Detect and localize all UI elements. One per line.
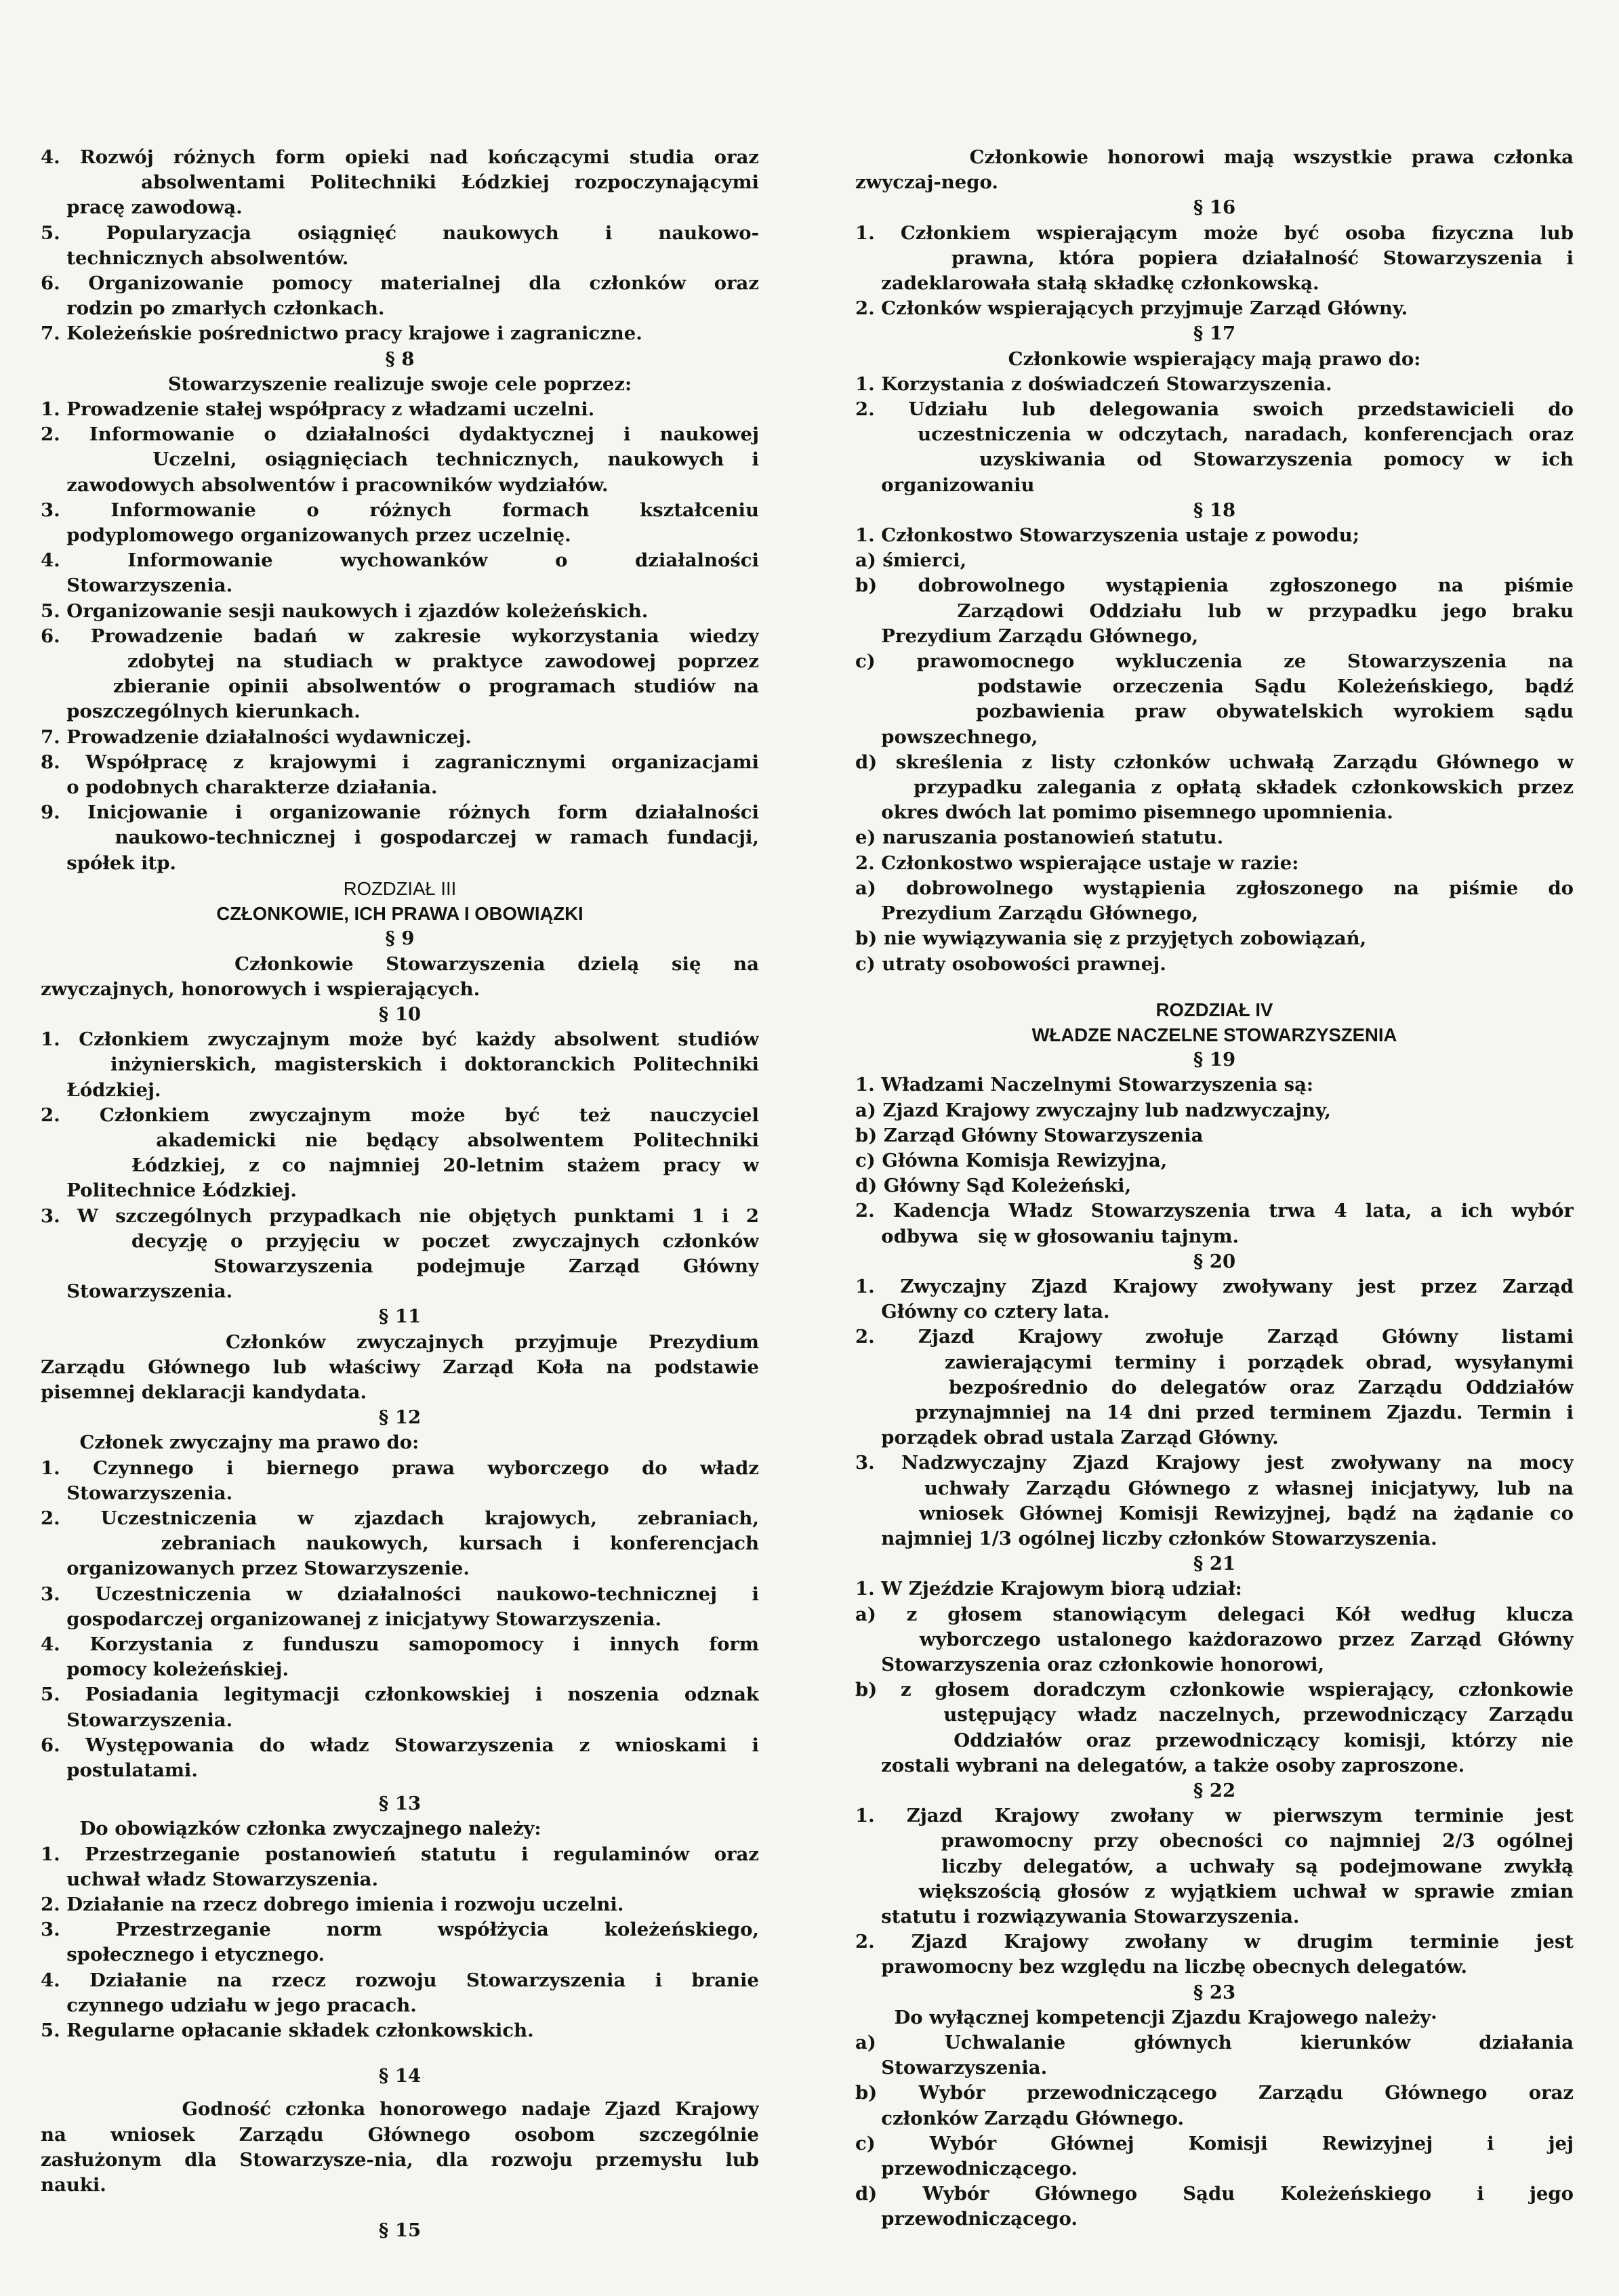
text-line: c) prawomocnego wykluczenia ze Stowarzyszenia na xyxy=(855,650,1574,673)
text-line: 5. Popularyzacja osiągnięć naukowych i naukowo- xyxy=(41,222,759,244)
right-column xyxy=(855,145,1574,2232)
text-line: poszczególnych kierunkach. xyxy=(41,701,361,723)
text-line: Członków zwyczajnych przyjmuje Prezydium xyxy=(41,1331,759,1353)
text-line: 7. Prowadzenie działalności wydawniczej. xyxy=(41,726,472,748)
text-line: Stowarzyszenia podejmuje Zarząd Główny xyxy=(41,1255,759,1277)
text-line: 8. Współpracę z krajowymi i zagranicznymi organizacjami xyxy=(41,751,759,773)
text-line: zwyczajnych, honorowych i wspierających. xyxy=(41,978,480,1000)
text-line: 2. Udziału lub delegowania swoich przedstawicieli do xyxy=(855,398,1574,421)
text-line: a) Zjazd Krajowy zwyczajny lub nadzwyczajny, xyxy=(855,1099,1331,1121)
text-line: 5. Regularne opłacanie składek członkowskich. xyxy=(41,2020,534,2042)
section-heading: § 14 xyxy=(378,2065,422,2087)
text-line: najmniej 1/3 ogólnej liczby członków Stowarzyszenia. xyxy=(855,1527,1437,1549)
section-heading: § 17 xyxy=(1193,322,1236,345)
text-line: przewodniczącego. xyxy=(855,2208,1078,2230)
text-line: zdobytej na studiach w praktyce zawodowej poprzez xyxy=(41,650,759,673)
text-line: liczby delegatów, a uchwały są podejmowane zwykłą xyxy=(855,1855,1574,1877)
text-line: Prezydium Zarządu Głównego, xyxy=(855,625,1199,647)
section-heading: § 20 xyxy=(1193,1250,1236,1272)
text-line: Łódzkiej, z co najmniej 20-letnim stażem pracy w xyxy=(41,1154,759,1177)
section-heading: § 16 xyxy=(1193,196,1236,219)
text-line: a) śmierci, xyxy=(855,549,967,572)
text-line: d) Główny Sąd Koleżeński, xyxy=(855,1175,1132,1197)
text-line: 5. Posiadania legitymacji członkowskiej i noszenia odznak xyxy=(41,1684,759,1706)
text-line: b) nie wywiązywania się z przyjętych zobowiązań, xyxy=(855,927,1367,950)
text-line: b) dobrowolnego wystąpienia zgłoszonego na piśmie xyxy=(855,575,1574,597)
text-line: c) Główna Komisja Rewizyjna, xyxy=(855,1149,1168,1171)
text-line: Prezydium Zarządu Głównego, xyxy=(855,902,1199,925)
section-heading: § 9 xyxy=(385,927,415,950)
text-line: Oddziałów oraz przewodniczący komisji, którzy nie xyxy=(855,1729,1574,1751)
text-line: Godność członka honorowego nadaje Zjazd Krajowy xyxy=(41,2098,759,2121)
text-line: Politechnice Łódzkiej. xyxy=(41,1180,297,1202)
text-line: 2. Informowanie o działalności dydaktycznej i naukowej xyxy=(41,423,759,446)
text-line: gospodarczej organizowanej z inicjatywy Stowarzyszenia. xyxy=(41,1608,662,1630)
text-line: 9. Inicjowanie i organizowanie różnych form działalności xyxy=(41,801,759,824)
text-line: pomocy koleżeńskiej. xyxy=(41,1658,289,1681)
text-line: a) z głosem stanowiącym delegaci Kół według klucza xyxy=(855,1603,1574,1625)
section-heading: § 15 xyxy=(378,2219,422,2242)
text-line: Stowarzyszenia. xyxy=(41,575,233,597)
text-line: 6. Prowadzenie badań w zakresie wykorzystania wiedzy xyxy=(41,625,759,647)
text-line: 4. Działanie na rzecz rozwoju Stowarzyszenia i branie xyxy=(41,1969,759,1991)
text-line: c) utraty osobowości prawnej. xyxy=(855,953,1166,975)
text-line: Stowarzyszenia. xyxy=(41,1709,233,1731)
text-line: Stowarzyszenia. xyxy=(41,1280,233,1303)
text-line: Zarządu Głównego lub właściwy Zarząd Koła na podstawie xyxy=(41,1356,759,1378)
text-line: Stowarzyszenia oraz członkowie honorowi, xyxy=(855,1653,1325,1675)
text-line: 1. Członkostwo Stowarzyszenia ustaje z powodu; xyxy=(855,524,1359,547)
text-line: uchwały Zarządu Głównego z własnej inicjatywy, lub na xyxy=(855,1477,1574,1499)
text-line: przewodniczącego. xyxy=(855,2158,1078,2180)
text-line: Członek zwyczajny ma prawo do: xyxy=(41,1432,419,1454)
text-line: prawomocny bez względu na liczbę obecnych delegatów. xyxy=(855,1956,1468,1978)
text-line: zwyczaj-nego. xyxy=(855,171,998,194)
text-line: organizowanych przez Stowarzyszenie. xyxy=(41,1558,470,1580)
text-line: 6. Organizowanie pomocy materialnej dla członków oraz xyxy=(41,272,759,295)
text-line: 1. Członkiem zwyczajnym może być każdy absolwent studiów xyxy=(41,1028,759,1051)
text-line: 4. Korzystania z funduszu samopomocy i innych form xyxy=(41,1633,759,1655)
text-line: pozbawienia praw obywatelskich wyrokiem sądu xyxy=(855,701,1574,723)
text-line: technicznych absolwentów. xyxy=(41,247,349,269)
text-line: przynajmniej na 14 dni przed terminem Zjazdu. Termin i xyxy=(855,1401,1574,1423)
text-line: spółek itp. xyxy=(41,852,177,874)
text-line: pracę zawodową. xyxy=(41,196,243,219)
text-line: Główny co cztery lata. xyxy=(855,1301,1110,1323)
text-line: zadeklarowała stałą składkę członkowską. xyxy=(855,272,1319,295)
text-line: a) Uchwalanie głównych kierunków działania xyxy=(855,2032,1574,2054)
text-line: 2. Kadencja Władz Stowarzyszenia trwa 4 lata, a ich wybór xyxy=(855,1200,1574,1222)
text-line: absolwentami Politechniki Łódzkiej rozpoczynającymi xyxy=(41,171,759,194)
text-line: 2. Zjazd Krajowy zwołuje Zarząd Główny listami xyxy=(855,1326,1574,1348)
chapter-heading: CZŁONKOWIE, ICH PRAWA I OBOWIĄZKI xyxy=(216,903,583,925)
section-heading: § 21 xyxy=(1193,1553,1236,1575)
text-line: podstawie orzeczenia Sądu Koleżeńskiego, bądź xyxy=(855,675,1574,698)
section-heading: § 18 xyxy=(1193,499,1236,521)
text-line: naukowo-technicznej i gospodarczej w ramach fundacji, xyxy=(41,827,759,849)
section-heading: § 12 xyxy=(378,1406,422,1429)
text-line: 1. Przestrzeganie postanowień statutu i regulaminów oraz xyxy=(41,1843,759,1865)
text-line: 5. Organizowanie sesji naukowych i zjazdów koleżeńskich. xyxy=(41,600,649,622)
text-line: 7. Koleżeńskie pośrednictwo pracy krajowe i zagraniczne. xyxy=(41,322,642,345)
section-heading: § 19 xyxy=(1193,1049,1236,1071)
text-line: Członkowie honorowi mają wszystkie prawa członka xyxy=(855,146,1574,168)
text-line: ustępujący władz naczelnych, przewodniczący Zarządu xyxy=(855,1704,1574,1726)
text-line: 2. Uczestniczenia w zjazdach krajowych, zebraniach, xyxy=(41,1507,759,1529)
text-line: 3. W szczególnych przypadkach nie objętych punktami 1 i 2 xyxy=(41,1205,759,1227)
text-line: 1. Zwyczajny Zjazd Krajowy zwoływany jest przez Zarząd xyxy=(855,1275,1574,1297)
text-line: Stowarzyszenie realizuje swoje cele poprzez: xyxy=(167,373,632,395)
text-line: prawna, która popiera działalność Stowarzyszenia i xyxy=(855,247,1574,269)
text-line: społecznego i etycznego. xyxy=(41,1944,325,1966)
text-line: na wniosek Zarządu Głównego osobom szczególnie xyxy=(41,2123,759,2146)
text-line: 1. Członkiem wspierającym może być osoba fizyczna lub xyxy=(855,222,1574,244)
text-line: postulatami. xyxy=(41,1759,198,1781)
text-line: członków Zarządu Głównego. xyxy=(855,2107,1185,2129)
text-line: d) Wybór Głównego Sądu Koleżeńskiego i jego xyxy=(855,2183,1574,2205)
text-line: podyplomowego organizowanych przez uczelnię. xyxy=(41,524,571,547)
text-line: zostali wybrani na delegatów, a także osoby zaproszone. xyxy=(855,1754,1465,1776)
text-line: e) naruszania postanowień statutu. xyxy=(855,827,1224,849)
text-line: o podobnych charakterze działania. xyxy=(41,776,438,799)
text-line: organizowaniu xyxy=(855,474,1035,496)
text-line: zebraniach naukowych, kursach i konferencjach xyxy=(41,1532,759,1555)
section-heading: § 10 xyxy=(378,1003,422,1025)
text-line: zbieranie opinii absolwentów o programach studiów na xyxy=(41,675,759,698)
text-line: 3. Przestrzeganie norm współżycia koleżeńskiego, xyxy=(41,1919,759,1941)
text-line: 1. W Zjeździe Krajowym biorą udział: xyxy=(855,1578,1242,1600)
text-line: decyzję o przyjęciu w poczet zwyczajnych członków xyxy=(41,1230,759,1252)
text-line: b) Zarząd Główny Stowarzyszenia xyxy=(855,1124,1204,1146)
section-heading: § 22 xyxy=(1193,1780,1236,1801)
text-line: 2. Działanie na rzecz dobrego imienia i rozwoju uczelni. xyxy=(41,1894,624,1916)
text-line: rodzin po zmarłych członkach. xyxy=(41,297,385,320)
text-line: 4. Rozwój różnych form opieki nad kończącymi studia oraz xyxy=(41,146,759,168)
text-line: Uczelni, osiągnięciach technicznych, naukowych i xyxy=(41,448,759,471)
text-line: zasłużonym dla Stowarzysze-nia, dla rozwoju przemysłu lub xyxy=(41,2148,759,2171)
text-line: 1. Prowadzenie stałej współpracy z władzami uczelni. xyxy=(41,398,595,421)
text-line: Do obowiązków członka zwyczajnego należy: xyxy=(41,1818,541,1840)
text-line: 2. Członkostwo wspierające ustaje w razie: xyxy=(855,852,1299,874)
chapter-heading: WŁADZE NACZELNE STOWARZYSZENIA xyxy=(1031,1024,1397,1045)
text-line: inżynierskich, magisterskich i doktoranckich Politechniki xyxy=(41,1053,759,1076)
text-line: 1. Korzystania z doświadczeń Stowarzyszenia. xyxy=(855,373,1332,395)
text-line: bezpośrednio do delegatów oraz Zarządu Oddziałów xyxy=(855,1376,1574,1398)
text-line: b) Wybór przewodniczącego Zarządu Głównego oraz xyxy=(855,2082,1574,2104)
text-line: wniosek Głównej Komisji Rewizyjnej, bądź na żądanie co xyxy=(855,1502,1574,1524)
text-line: 2. Zjazd Krajowy zwołany w drugim terminie jest xyxy=(855,1931,1574,1953)
text-line: Łódzkiej. xyxy=(41,1079,161,1101)
text-line: a) dobrowolnego wystąpienia zgłoszonego na piśmie do xyxy=(855,877,1574,899)
text-line: Członkowie wspierający mają prawo do: xyxy=(1008,348,1421,370)
text-line: akademicki nie będący absolwentem Politechniki xyxy=(41,1129,759,1151)
text-line: 3. Nadzwyczajny Zjazd Krajowy jest zwoływany na mocy xyxy=(855,1452,1574,1474)
text-line: większością głosów z wyjątkiem uchwał w sprawie zmian xyxy=(855,1880,1574,1902)
text-line: Stowarzyszenia. xyxy=(855,2057,1048,2079)
text-line: okres dwóch lat pomimo pisemnego upomnienia. xyxy=(855,801,1393,824)
text-line: b) z głosem doradczym członkowie wspierający, członkowie xyxy=(855,1679,1574,1701)
text-line: powszechnego, xyxy=(855,726,1038,748)
section-heading: § 23 xyxy=(1193,1981,1236,2003)
text-line: 1. Zjazd Krajowy zwołany w pierwszym terminie jest xyxy=(855,1805,1574,1827)
text-line: Członkowie Stowarzyszenia dzielą się na xyxy=(41,953,759,975)
text-line: wyborczego ustalonego każdorazowo przez Zarząd Główny xyxy=(855,1628,1574,1650)
text-line: uczestniczenia w odczytach, naradach, konferencjach oraz xyxy=(855,423,1574,446)
text-line: zawierającymi terminy i porządek obrad, wysyłanymi xyxy=(855,1351,1574,1373)
text-line: Zarządowi Oddziału lub w przypadku jego braku xyxy=(855,600,1574,622)
text-line: Do wyłącznej kompetencji Zjazdu Krajowego należy· xyxy=(855,2006,1437,2028)
text-line: 1. Władzami Naczelnymi Stowarzyszenia są: xyxy=(855,1074,1314,1096)
text-line: 2. Członkiem zwyczajnym może być też nauczyciel xyxy=(41,1104,759,1126)
text-line: 2. Członków wspierających przyjmuje Zarząd Główny. xyxy=(855,297,1408,320)
text-line: odbywa się w głosowaniu tajnym. xyxy=(855,1225,1239,1247)
text-line: c) Wybór Głównej Komisji Rewizyjnej i jej xyxy=(855,2132,1574,2154)
text-line: Stowarzyszenia. xyxy=(41,1482,233,1504)
text-line: uzyskiwania od Stowarzyszenia pomocy w ich xyxy=(855,448,1574,471)
text-line: przypadku zalegania z opłatą składek członkowskich przez xyxy=(855,776,1574,799)
text-line: 3. Informowanie o różnych formach kształceniu xyxy=(41,499,759,521)
text-line: 4. Informowanie wychowanków o działalności xyxy=(41,549,759,572)
text-line: nauki. xyxy=(41,2174,106,2196)
text-line: 1. Czynnego i biernego prawa wyborczego do władz xyxy=(41,1457,759,1479)
text-line: 3. Uczestniczenia w działalności naukowo-technicznej i xyxy=(41,1583,759,1605)
text-line: statutu i rozwiązywania Stowarzyszenia. xyxy=(855,1906,1300,1928)
text-line: 6. Występowania do władz Stowarzyszenia z wnioskami i xyxy=(41,1734,759,1756)
section-heading: § 8 xyxy=(385,348,415,370)
text-line: prawomocny przy obecności co najmniej 2/3 ogólnej xyxy=(855,1830,1574,1852)
text-line: pisemnej deklaracji kandydata. xyxy=(41,1381,367,1403)
text-line: zawodowych absolwentów i pracowników wydziałów. xyxy=(41,474,609,496)
chapter-heading: ROZDZIAŁ III xyxy=(343,877,457,899)
left-column xyxy=(41,145,759,2243)
text-line: porządek obrad ustala Zarząd Główny. xyxy=(855,1427,1279,1449)
text-line: d) skreślenia z listy członków uchwałą Zarządu Głównego w xyxy=(855,751,1574,773)
text-line: uchwał władz Stowarzyszenia. xyxy=(41,1868,379,1890)
text-line: czynnego udziału w jego pracach. xyxy=(41,1994,417,2016)
section-heading: § 13 xyxy=(378,1793,422,1815)
chapter-heading: ROZDZIAŁ IV xyxy=(1155,999,1273,1020)
section-heading: § 11 xyxy=(378,1306,422,1328)
